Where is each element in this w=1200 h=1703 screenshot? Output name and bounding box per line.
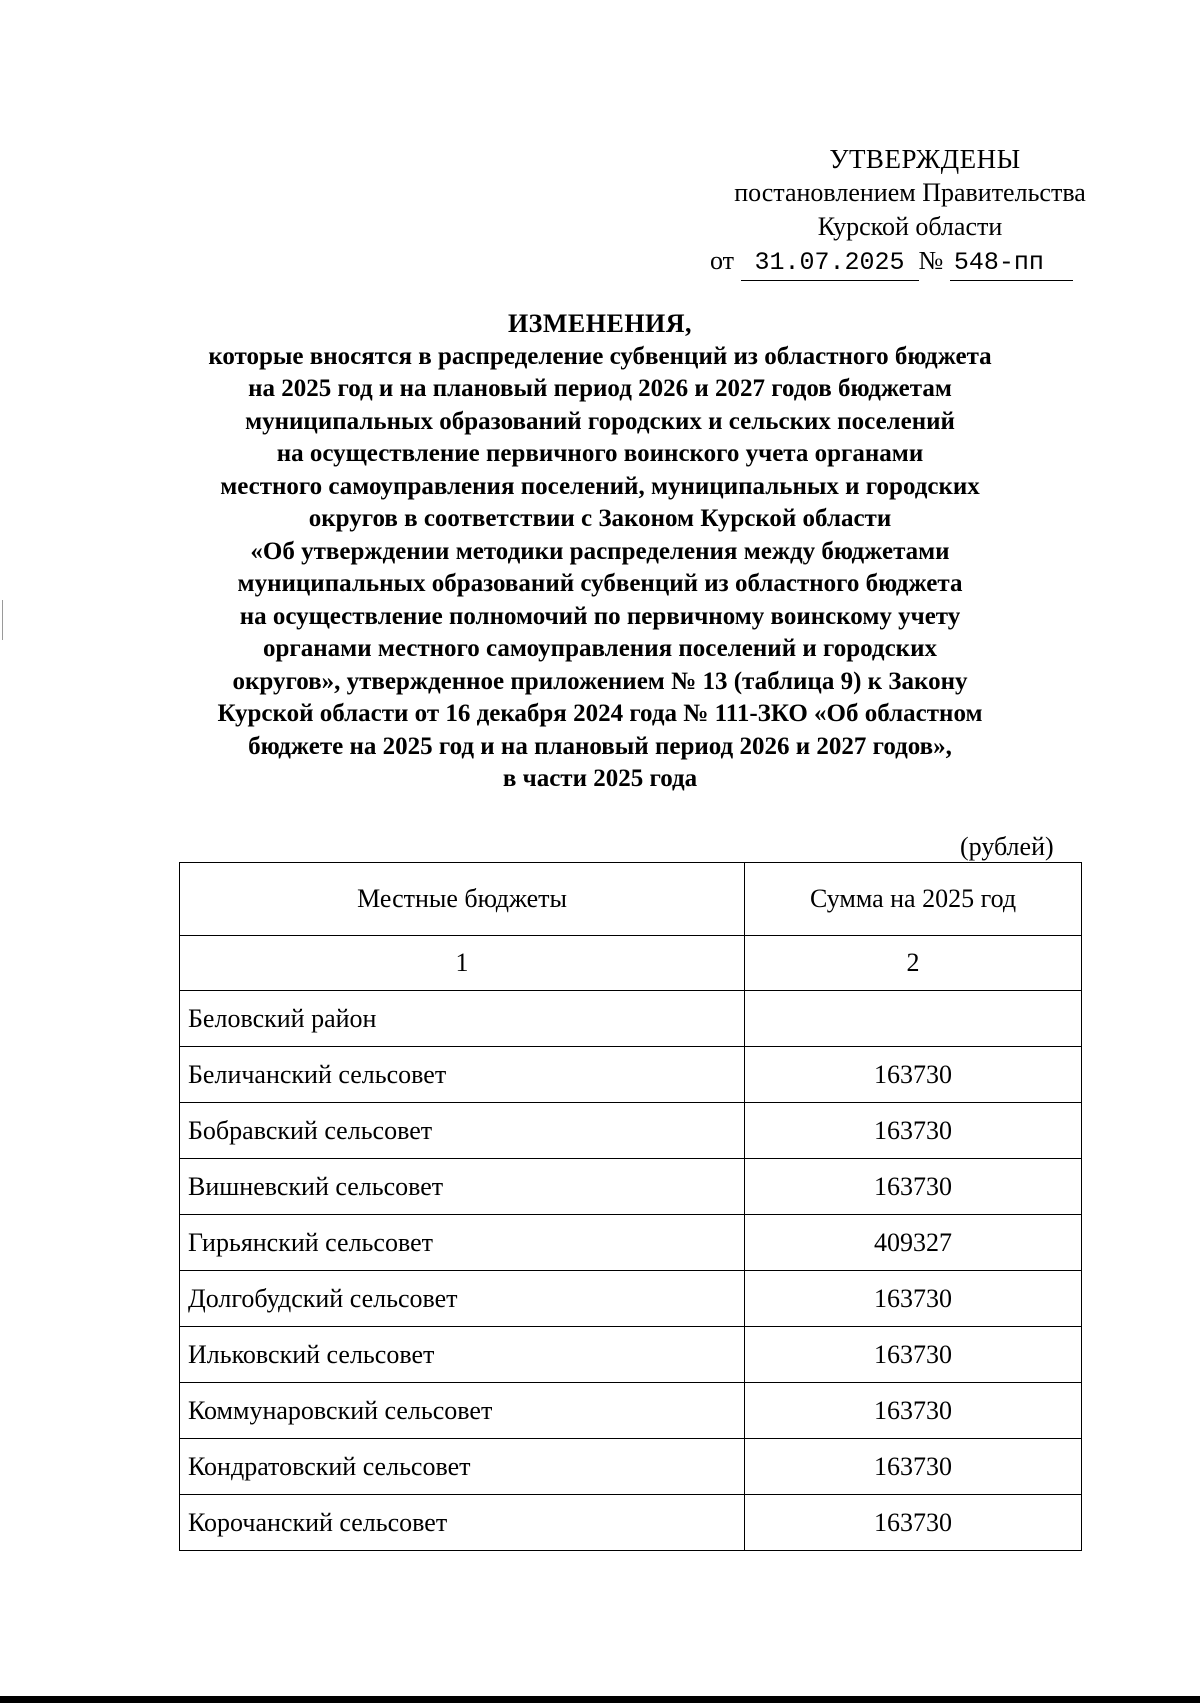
- document-heading: [150, 308, 1050, 796]
- row-amount: 163730: [745, 1047, 1082, 1103]
- row-amount: 163730: [745, 1439, 1082, 1495]
- row-name: Долгобудский сельсовет: [180, 1271, 745, 1327]
- approval-date-line: [700, 244, 1120, 281]
- table-row: [180, 1327, 1082, 1383]
- row-name: Коммунаровский сельсовет: [180, 1383, 745, 1439]
- heading-line: на осуществление полномочий по первичному воинскому учету: [239, 602, 961, 630]
- scan-bottom-border: [0, 1696, 1200, 1703]
- table-row: [180, 1495, 1082, 1551]
- table-row: [180, 991, 1082, 1047]
- row-amount: 409327: [745, 1215, 1082, 1271]
- date-prefix: от: [710, 246, 735, 275]
- row-amount: 163730: [745, 1383, 1082, 1439]
- row-name: Корочанский сельсовет: [180, 1495, 745, 1551]
- heading-title: ИЗМЕНЕНИЯ,: [507, 309, 693, 338]
- heading-line: на осуществление первичного воинского учета органами: [276, 440, 924, 467]
- table-row: [180, 1215, 1082, 1271]
- heading-line: округов», утвержденное приложением № 13 (таблица 9) к Закону: [232, 667, 968, 695]
- heading-line: округов в соответствии с Законом Курской области: [308, 505, 892, 532]
- row-amount: 163730: [745, 1103, 1082, 1159]
- table-row: [180, 1047, 1082, 1103]
- heading-line: «Об утверждении методики распределения между бюджетами: [250, 537, 950, 565]
- row-name: Беличанский сельсовет: [180, 1047, 745, 1103]
- heading-line: Курской области от 16 декабря 2024 года № 111-ЗКО «Об областном: [217, 700, 983, 727]
- row-name: Бобравский сельсовет: [180, 1103, 745, 1159]
- heading-line: которые вносятся в распределение субвенций из областного бюджета: [208, 342, 992, 370]
- row-name: Вишневский сельсовет: [180, 1159, 745, 1215]
- column-number-row: [180, 936, 1082, 991]
- heading-line: в части 2025 года: [502, 765, 698, 792]
- header-local-budgets: Местные бюджеты: [180, 863, 745, 936]
- row-amount: 163730: [745, 1159, 1082, 1215]
- column-number-2: 2: [745, 936, 1082, 991]
- column-number-1: 1: [180, 936, 745, 991]
- table-row: [180, 1159, 1082, 1215]
- budget-table: [179, 862, 1082, 1551]
- row-amount: 163730: [745, 1271, 1082, 1327]
- heading-line: муниципальных образований субвенций из областного бюджета: [237, 570, 963, 597]
- table-row: [180, 1103, 1082, 1159]
- table-row: [180, 1271, 1082, 1327]
- table-row: [180, 1383, 1082, 1439]
- heading-line: местного самоуправления поселений, муниципальных и городских: [220, 472, 980, 500]
- approval-number: 548-пп: [950, 246, 1073, 281]
- approval-date: 31.07.2025: [741, 246, 919, 281]
- row-amount: [745, 991, 1082, 1047]
- heading-line: органами местного самоуправления поселений и городских: [263, 635, 937, 662]
- row-name: Ильковский сельсовет: [180, 1327, 745, 1383]
- header-amount-2025: Сумма на 2025 год: [745, 863, 1082, 936]
- row-amount: 163730: [745, 1495, 1082, 1551]
- scan-edge-mark: [2, 600, 3, 640]
- heading-line: бюджете на 2025 год и на плановый период 2026 и 2027 годов»,: [248, 732, 952, 760]
- row-name: Гирьянский сельсовет: [180, 1215, 745, 1271]
- approval-block: [700, 142, 1120, 281]
- number-prefix: №: [918, 246, 944, 275]
- approval-line-1: постановлением Правительства: [734, 178, 1086, 207]
- approval-line-2: Курской области: [817, 212, 1003, 241]
- row-amount: 163730: [745, 1327, 1082, 1383]
- table-row: [180, 1439, 1082, 1495]
- table-header-row: [180, 863, 1082, 936]
- row-name: Кондратовский сельсовет: [180, 1439, 745, 1495]
- heading-line: муниципальных образований городских и сельских поселений: [245, 407, 955, 435]
- approval-title: УТВЕРЖДЕНЫ: [829, 144, 1021, 174]
- row-name: Беловский район: [180, 991, 745, 1047]
- units-label: (рублей): [960, 832, 1054, 861]
- heading-line: на 2025 год и на плановый период 2026 и 2027 годов бюджетам: [248, 375, 952, 402]
